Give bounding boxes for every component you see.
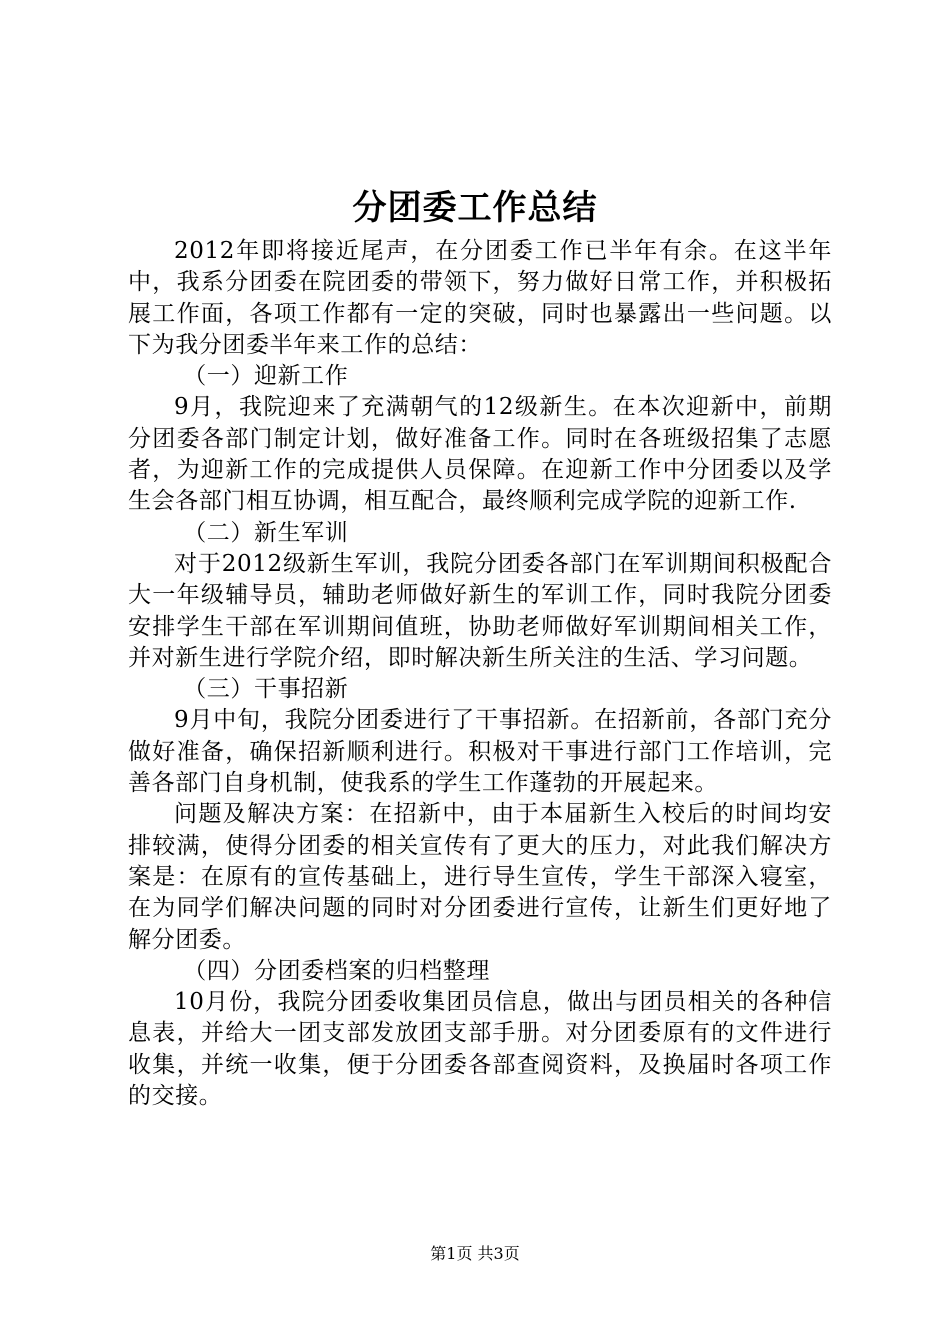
paragraph-military-training: 对于2012级新生军训，我院分团委各部门在军训期间积极配合大一年级辅导员，辅助老师做好新生的军训工作，同时我院分团委安排学生干部在军训期间值班，协助老师做好军训期间相关工作，并对新生进行学院介绍，即时解决新生所关注的生活、学习问题。 (128, 550, 832, 671)
paragraph-archives: 10月份，我院分团委收集团员信息，做出与团员相关的各种信息表，并给大一团支部发放团支部手册。对分团委原有的文件进行收集，并统一收集，便于分团委各部查阅资料，及换届时各项工作的交接。 (128, 989, 832, 1110)
section-heading-4: （四）分团委档案的归档整理 (183, 957, 490, 984)
page-footer: 第1页 共3页 (430, 1244, 520, 1263)
paragraph-intro: 2012年即将接近尾声，在分团委工作已半年有余。在这半年中，我系分团委在院团委的带领下，努力做好日常工作，并积极拓展工作面，各项工作都有一定的突破，同时也暴露出一些问题。以下为我分团委半年来工作的总结： (128, 238, 832, 358)
section-heading-1: （一）迎新工作 (183, 363, 349, 390)
section-heading-2: （二）新生军训 (183, 519, 349, 546)
paragraph-problems-solutions: 问题及解决方案：在招新中，由于本届新生入校后的时间均安排较满，使得分团委的相关宣传有了更大的压力，对此我们解决方案是：在原有的宣传基础上，进行导生宣传，学生干部深入寝室，在为同学们解决问题的同时对分团委进行宣传，让新生们更好地了解分团委。 (128, 801, 832, 953)
paragraph-recruitment: 9月中旬，我院分团委进行了干事招新。在招新前，各部门充分做好准备，确保招新顺利进行。积极对干事进行部门工作培训，完善各部门自身机制，使我系的学生工作蓬勃的开展起来。 (128, 707, 832, 797)
document-body (128, 236, 832, 1112)
document-title: 分团委工作总结 (352, 188, 598, 228)
paragraph-orientation: 9月，我院迎来了充满朝气的12级新生。在本次迎新中，前期分团委各部门制定计划，做好准备工作。同时在各班级招集了志愿者，为迎新工作的完成提供人员保障。在迎新工作中分团委以及学生会各部门相互协调，相互配合，最终顺利完成学院的迎新工作. (128, 394, 832, 515)
section-heading-3: （三）干事招新 (183, 676, 349, 703)
